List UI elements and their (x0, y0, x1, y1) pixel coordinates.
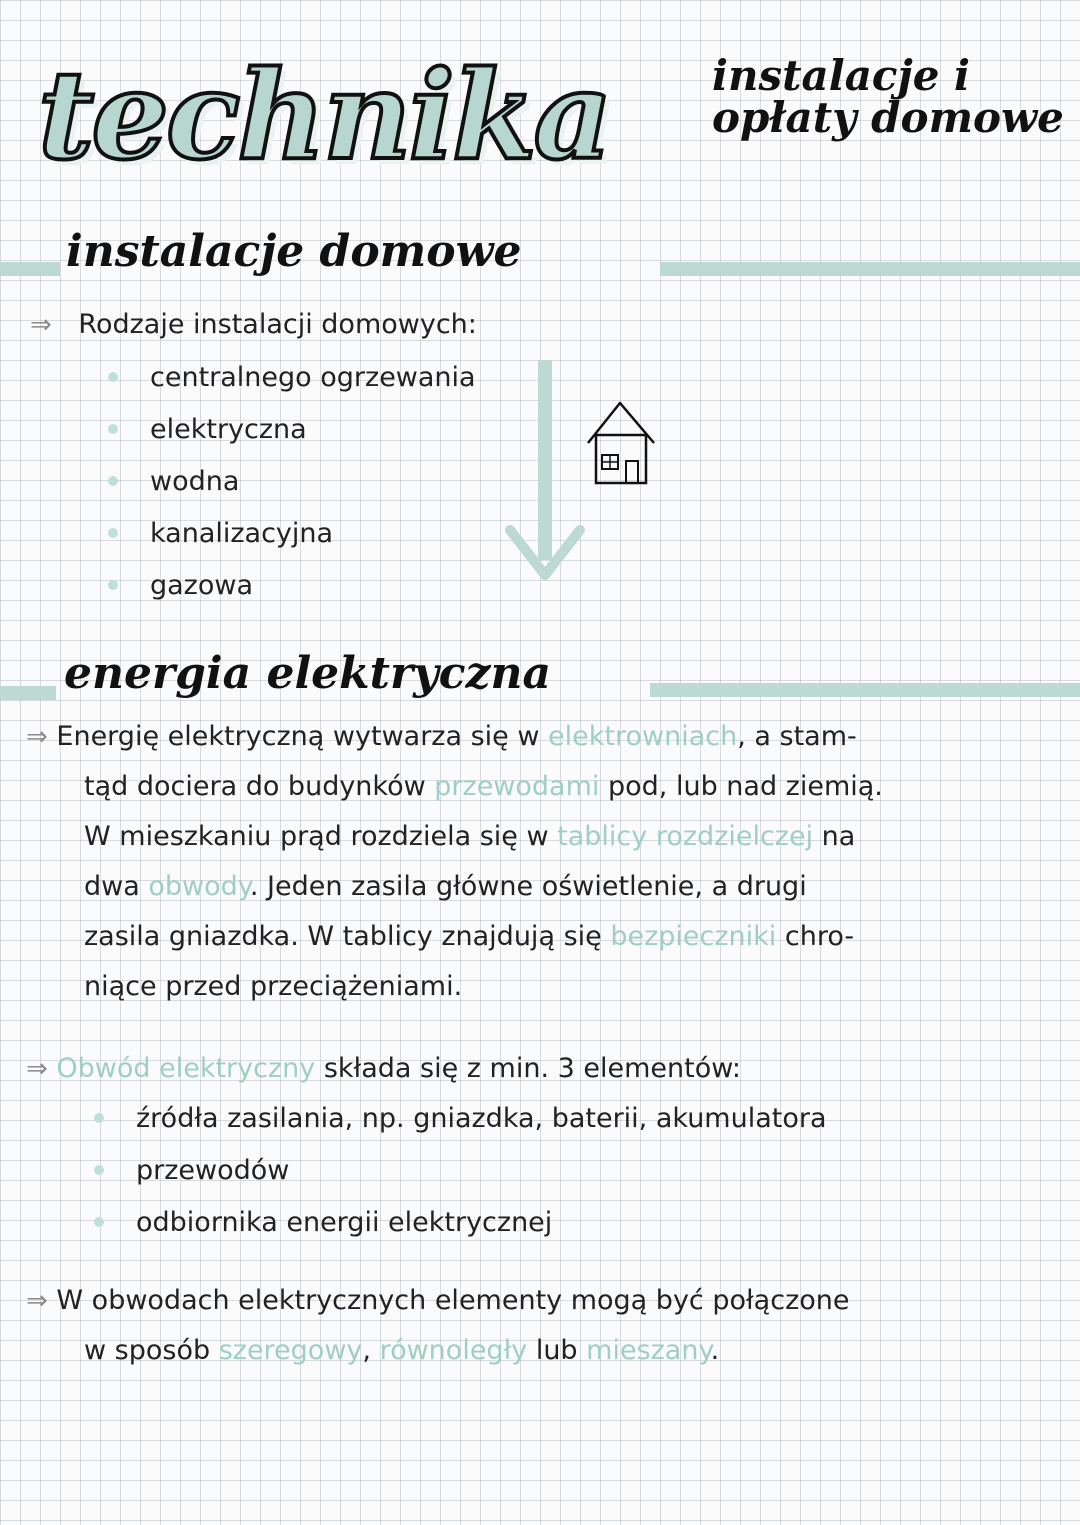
subtitle-line-2: opłaty domowe (712, 93, 1064, 142)
circuit-elements-list (86, 1093, 1066, 1249)
list-item: wodna (100, 456, 520, 508)
arrow-icon: ⇒ (30, 310, 52, 340)
paragraph-line: niące przed przeciążeniami. (84, 971, 463, 1002)
house-icon (580, 395, 660, 495)
page-subtitle (712, 52, 1072, 142)
heading-marker-left (0, 262, 60, 276)
bullet-icon (94, 1113, 104, 1123)
paragraph-line: ⇒ W obwodach elektrycznych elementy mogą być połączone (26, 1285, 850, 1316)
energy-paragraph (26, 712, 1076, 1012)
list-item: elektryczna (100, 404, 520, 456)
paragraph-line: W mieszkaniu prąd rozdziela się w tablicy rozdzielczej na (84, 821, 856, 852)
paragraph-line: ⇒ Energię elektryczną wytwarza się w elektrowniach, a stam- (26, 721, 857, 752)
list-item: gazowa (100, 560, 520, 612)
bullet-icon (94, 1165, 104, 1175)
bullet-icon (108, 580, 118, 590)
list-item: centralnego ogrzewania (100, 352, 520, 404)
heading-marker-left-2 (0, 686, 56, 700)
circuit-intro: ⇒ Obwód elektryczny składa się z min. 3 elementów: (26, 1053, 741, 1084)
connection-paragraph (26, 1276, 1076, 1376)
section-heading-electric-energy: energia elektryczna (64, 648, 552, 699)
list-item: źródła zasilania, np. gniazdka, baterii, akumulatora (86, 1093, 1066, 1145)
arrow-icon: ⇒ (26, 1054, 48, 1084)
bullet-icon (108, 528, 118, 538)
subtitle-line-1: instalacje i (712, 51, 970, 100)
installations-list (100, 352, 520, 612)
list-item: przewodów (86, 1145, 1066, 1197)
arrow-icon: ⇒ (26, 722, 48, 752)
bullet-icon (108, 424, 118, 434)
bullet-icon (108, 476, 118, 486)
paragraph-line: tąd dociera do budynków przewodami pod, lub nad ziemią. (84, 771, 883, 802)
paragraph-line: w sposób szeregowy, równoległy lub mieszany. (84, 1335, 720, 1366)
arrow-icon: ⇒ (26, 1286, 48, 1316)
installations-intro: ⇒ Rodzaje instalacji domowych: (30, 309, 477, 340)
heading-marker-right-2 (650, 683, 1080, 697)
paragraph-line: zasila gniazdka. W tablicy znajdują się bezpieczniki chro- (84, 921, 855, 952)
list-item: kanalizacyjna (100, 508, 520, 560)
heading-marker-right (660, 262, 1080, 276)
logo-title: technika (38, 43, 610, 187)
bullet-icon (108, 372, 118, 382)
list-item: odbiornika energii elektrycznej (86, 1197, 1066, 1249)
bullet-icon (94, 1217, 104, 1227)
down-arrow-icon (500, 355, 590, 595)
section-heading-installations: instalacje domowe (66, 226, 522, 277)
paragraph-line: dwa obwody. Jeden zasila główne oświetlenie, a drugi (84, 871, 807, 902)
